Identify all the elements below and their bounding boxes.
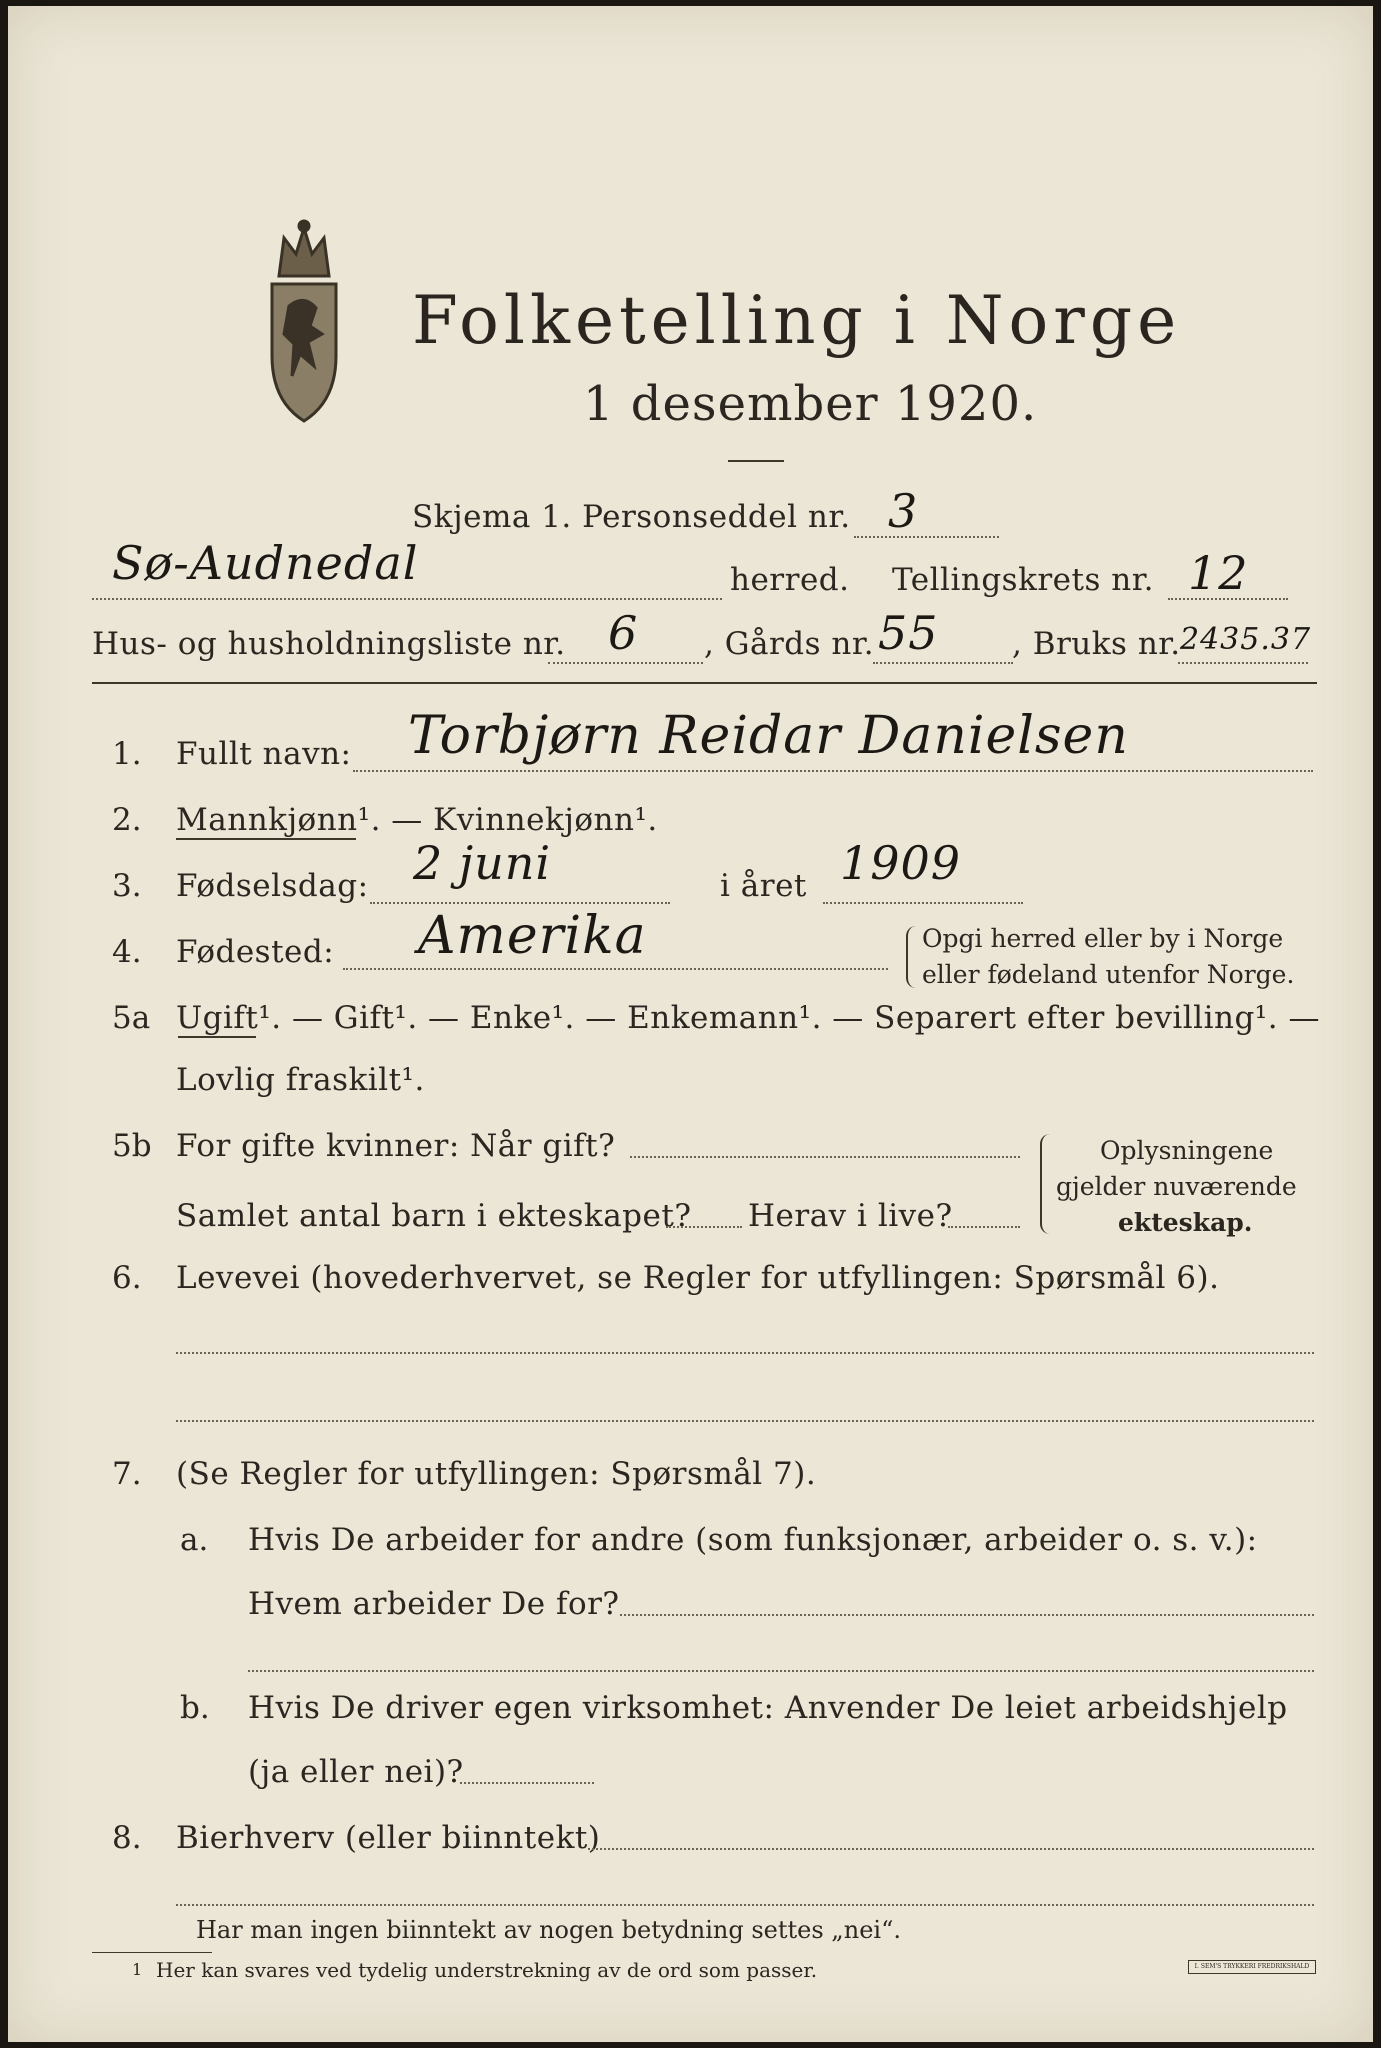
q3-day-value[interactable]: 2 juni [413,836,552,890]
q6-answer-line1 [176,1352,1314,1354]
coat-of-arms-emblem [244,216,364,426]
q1-value[interactable]: Torbjørn Reidar Danielsen [408,706,1129,766]
header-divider [92,682,1317,684]
q2-underline-mannkjonn [176,838,356,840]
gards-label: , Gårds nr. [704,626,875,662]
q7a-line1: Hvis De arbeider for andre (som funksjonær, arbeider o. s. v.): [248,1522,1258,1558]
q4-brace [906,926,916,988]
printer-stamp: I. SEM'S TRYKKERI FREDRIKSHALD [1188,1960,1316,1974]
q8-answer-line2 [176,1904,1314,1906]
q7-label: (Se Regler for utfyllingen: Spørsmål 7). [176,1456,817,1492]
q5b-married-line [630,1156,1020,1158]
personseddel-line [854,536,999,538]
q4-note-line2: eller fødeland utenfor Norge. [922,960,1295,989]
q1-line [353,770,1313,772]
q3-year-value[interactable]: 1909 [840,836,962,890]
q3-year-line [823,902,1023,904]
q7b-letter: b. [180,1690,210,1726]
q5b-children-label: Samlet antal barn i ekteskapet? [176,1198,692,1234]
herred-label: herred. [730,562,850,598]
footnote-mark: 1 [132,1960,143,1979]
q7a-answer-line2 [248,1670,1314,1672]
q5b-alive-label: Herav i live? [748,1198,953,1234]
bruks-line [1178,662,1308,664]
q1-number: 1. [112,736,142,772]
gards-value[interactable]: 55 [878,606,939,660]
q5b-note-line1: Oplysningene [1100,1136,1274,1165]
hus-value[interactable]: 6 [608,606,639,660]
q4-note-line1: Opgi herred eller by i Norge [922,924,1284,953]
q6-answer-line2 [176,1420,1314,1422]
hus-line [548,662,703,664]
q3-number: 3. [112,868,142,904]
schema-label: Skjema 1. Personseddel nr. [412,499,851,535]
q7b-line1: Hvis De driver egen virksomhet: Anvender De leiet arbeidshjelp [248,1690,1288,1726]
q4-number: 4. [112,934,142,970]
q7b-line2: (ja eller nei)? [248,1754,464,1790]
title-divider [728,460,784,462]
q5a-number: 5a [112,1000,151,1036]
q5b-note-line2: gjelder nuværende [1056,1172,1297,1201]
herred-value[interactable]: Sø-Audnedal [112,536,419,590]
q7-number: 7. [112,1456,142,1492]
q7a-line2: Hvem arbeider De for? [248,1586,620,1622]
q5b-number: 5b [112,1128,152,1164]
q4-line [343,968,888,970]
q5a-options-line2: Lovlig fraskilt¹. [176,1062,425,1098]
form-title: Folketelling i Norge [412,282,1182,359]
q8-label: Bierhverv (eller biinntekt) [176,1820,601,1856]
q5b-line1: For gifte kvinner: Når gift? [176,1128,616,1164]
q3-year-label: i året [720,868,807,904]
q4-label: Fødested: [176,934,335,970]
q5b-brace [1040,1134,1050,1234]
herred-line [92,598,722,600]
q4-value[interactable]: Amerika [418,906,647,966]
q5b-alive-line [948,1226,1020,1228]
q5a-underline-ugift [178,1036,256,1038]
q1-label: Fullt navn: [176,736,352,772]
q2-number: 2. [112,802,142,838]
hus-label: Hus- og husholdningsliste nr. [92,626,566,662]
tellingskrets-value[interactable]: 12 [1188,546,1249,600]
personseddel-value[interactable]: 3 [888,484,919,538]
bruks-value[interactable]: 2435.37 [1180,622,1312,657]
q2-options: Mannkjønn¹. — Kvinnekjønn¹. [176,802,658,838]
census-date: 1 desember 1920. [583,376,1038,432]
q8-number: 8. [112,1820,142,1856]
q5a-options-line1: Ugift¹. — Gift¹. — Enke¹. — Enkemann¹. — Separert efter bevilling¹. — [176,1000,1320,1036]
q8-answer-line1 [588,1848,1314,1850]
q7a-answer-line1 [620,1614,1314,1616]
q5b-note-line3: ekteskap. [1118,1208,1253,1237]
biinntekt-note: Har man ingen biinntekt av nogen betydning settes „nei“. [196,1916,901,1944]
q7b-answer-line [460,1782,594,1784]
census-form-page [8,6,1373,2042]
q7a-letter: a. [180,1522,209,1558]
q3-day-line [370,902,670,904]
gards-line [873,662,1013,664]
q5b-children-line [666,1226,742,1228]
bruks-label: , Bruks nr. [1012,626,1181,662]
q6-label: Levevei (hovederhvervet, se Regler for utfyllingen: Spørsmål 6). [176,1260,1220,1296]
tellingskrets-label: Tellingskrets nr. [892,562,1154,598]
q3-label: Fødselsdag: [176,868,369,904]
footnote-text: Her kan svares ved tydelig understrekning av de ord som passer. [156,1958,818,1982]
footer-divider [92,1952,212,1953]
q6-number: 6. [112,1260,142,1296]
